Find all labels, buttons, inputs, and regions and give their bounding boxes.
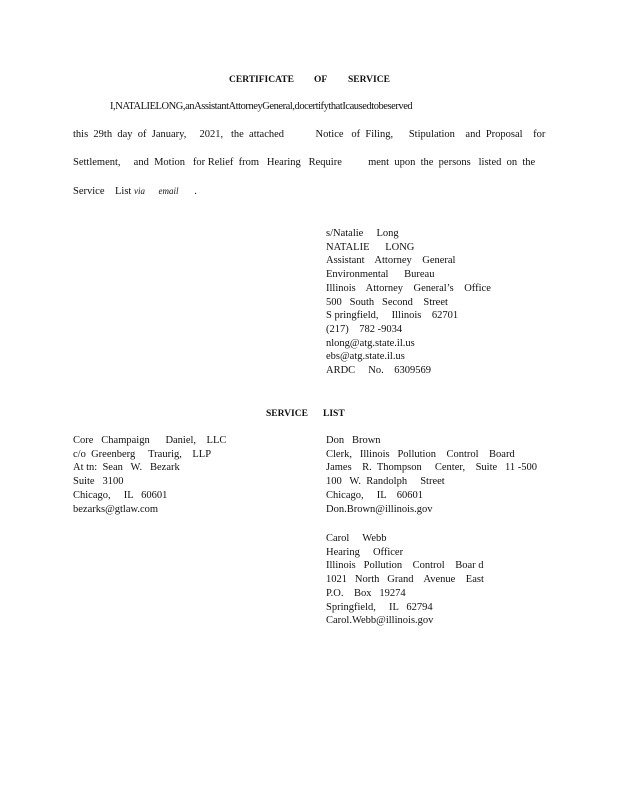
address-line: Carol Webb xyxy=(326,533,387,544)
body-line-3: Settlement, and Motion for Relief from Hearing Require ment upon the persons listed on the xyxy=(73,157,536,168)
address-line: Core Champaign Daniel, LLC xyxy=(73,435,227,446)
service-address-right-2 xyxy=(326,532,484,628)
address-line: 1021 North Grand Avenue East xyxy=(326,574,484,586)
signature-line: NATALIE LONG xyxy=(326,241,415,253)
body-line-2: this 29th day of January, 2021, the attached Notice of Filing, Stipulation and Proposal for xyxy=(73,129,546,140)
signature-line: nlong@atg.state.il.us xyxy=(326,337,415,349)
heading-certificate: CERTIFICATE xyxy=(229,75,294,85)
address-line: Don Brown xyxy=(326,435,381,446)
address-line: Chicago, IL 60601 xyxy=(326,489,424,501)
signature-block xyxy=(326,227,491,378)
body-line-1: I,NATALIELONG,anAssistantAttorneyGeneral,docertifythatIcausedtobeserved xyxy=(110,101,413,112)
signature-line: S pringfield, Illinois 62701 xyxy=(326,310,459,322)
body-line-4-via: via email xyxy=(133,186,179,196)
email-line: Don.Brown@illinois.gov xyxy=(326,503,433,515)
heading-service: SERVICE xyxy=(348,75,390,85)
address-line: James R. Thompson Center, Suite 11 -500 xyxy=(326,462,538,474)
address-line: P.O. Box 19274 xyxy=(326,587,406,599)
signature-line: Illinois Attorney General’s Office xyxy=(326,282,491,294)
signature-line: Assistant Attorney General xyxy=(326,255,456,267)
address-line: Hearing Officer xyxy=(326,546,404,558)
body-line-4-suffix: . xyxy=(178,186,197,197)
address-line: Chicago, IL 60601 xyxy=(73,489,168,501)
address-line: Clerk, Illinois Pollution Control Board xyxy=(326,448,515,460)
address-line: At tn: Sean W. Bezark xyxy=(73,462,180,474)
address-line: 100 W. Randolph Street xyxy=(326,476,445,488)
address-line: Springfield, IL 62794 xyxy=(326,601,433,613)
body-line-4 xyxy=(73,184,197,199)
signature-line: ebs@atg.state.il.us xyxy=(326,351,405,363)
service-address-left xyxy=(73,434,226,516)
signature-line: ARDC No. 6309569 xyxy=(326,365,432,377)
address-line: Suite 3100 xyxy=(73,476,124,488)
signature-line: (217) 782 -9034 xyxy=(326,323,403,335)
service-address-right-1 xyxy=(326,434,537,516)
signature-line: s/Natalie Long xyxy=(326,228,399,239)
address-line: c/o Greenberg Traurig, LLP xyxy=(73,448,212,460)
signature-line: Environmental Bureau xyxy=(326,269,435,281)
address-line: Illinois Pollution Control Boar d xyxy=(326,560,484,572)
signature-line: 500 South Second Street xyxy=(326,296,448,308)
email-line: bezarks@gtlaw.com xyxy=(73,503,159,515)
email-line: Carol.Webb@illinois.gov xyxy=(326,615,434,627)
body-line-4-prefix: Service List xyxy=(73,186,134,197)
heading-of: OF xyxy=(314,75,328,85)
service-list-heading-service: SERVICE xyxy=(266,409,308,419)
service-list-heading-list: LIST xyxy=(323,409,345,419)
